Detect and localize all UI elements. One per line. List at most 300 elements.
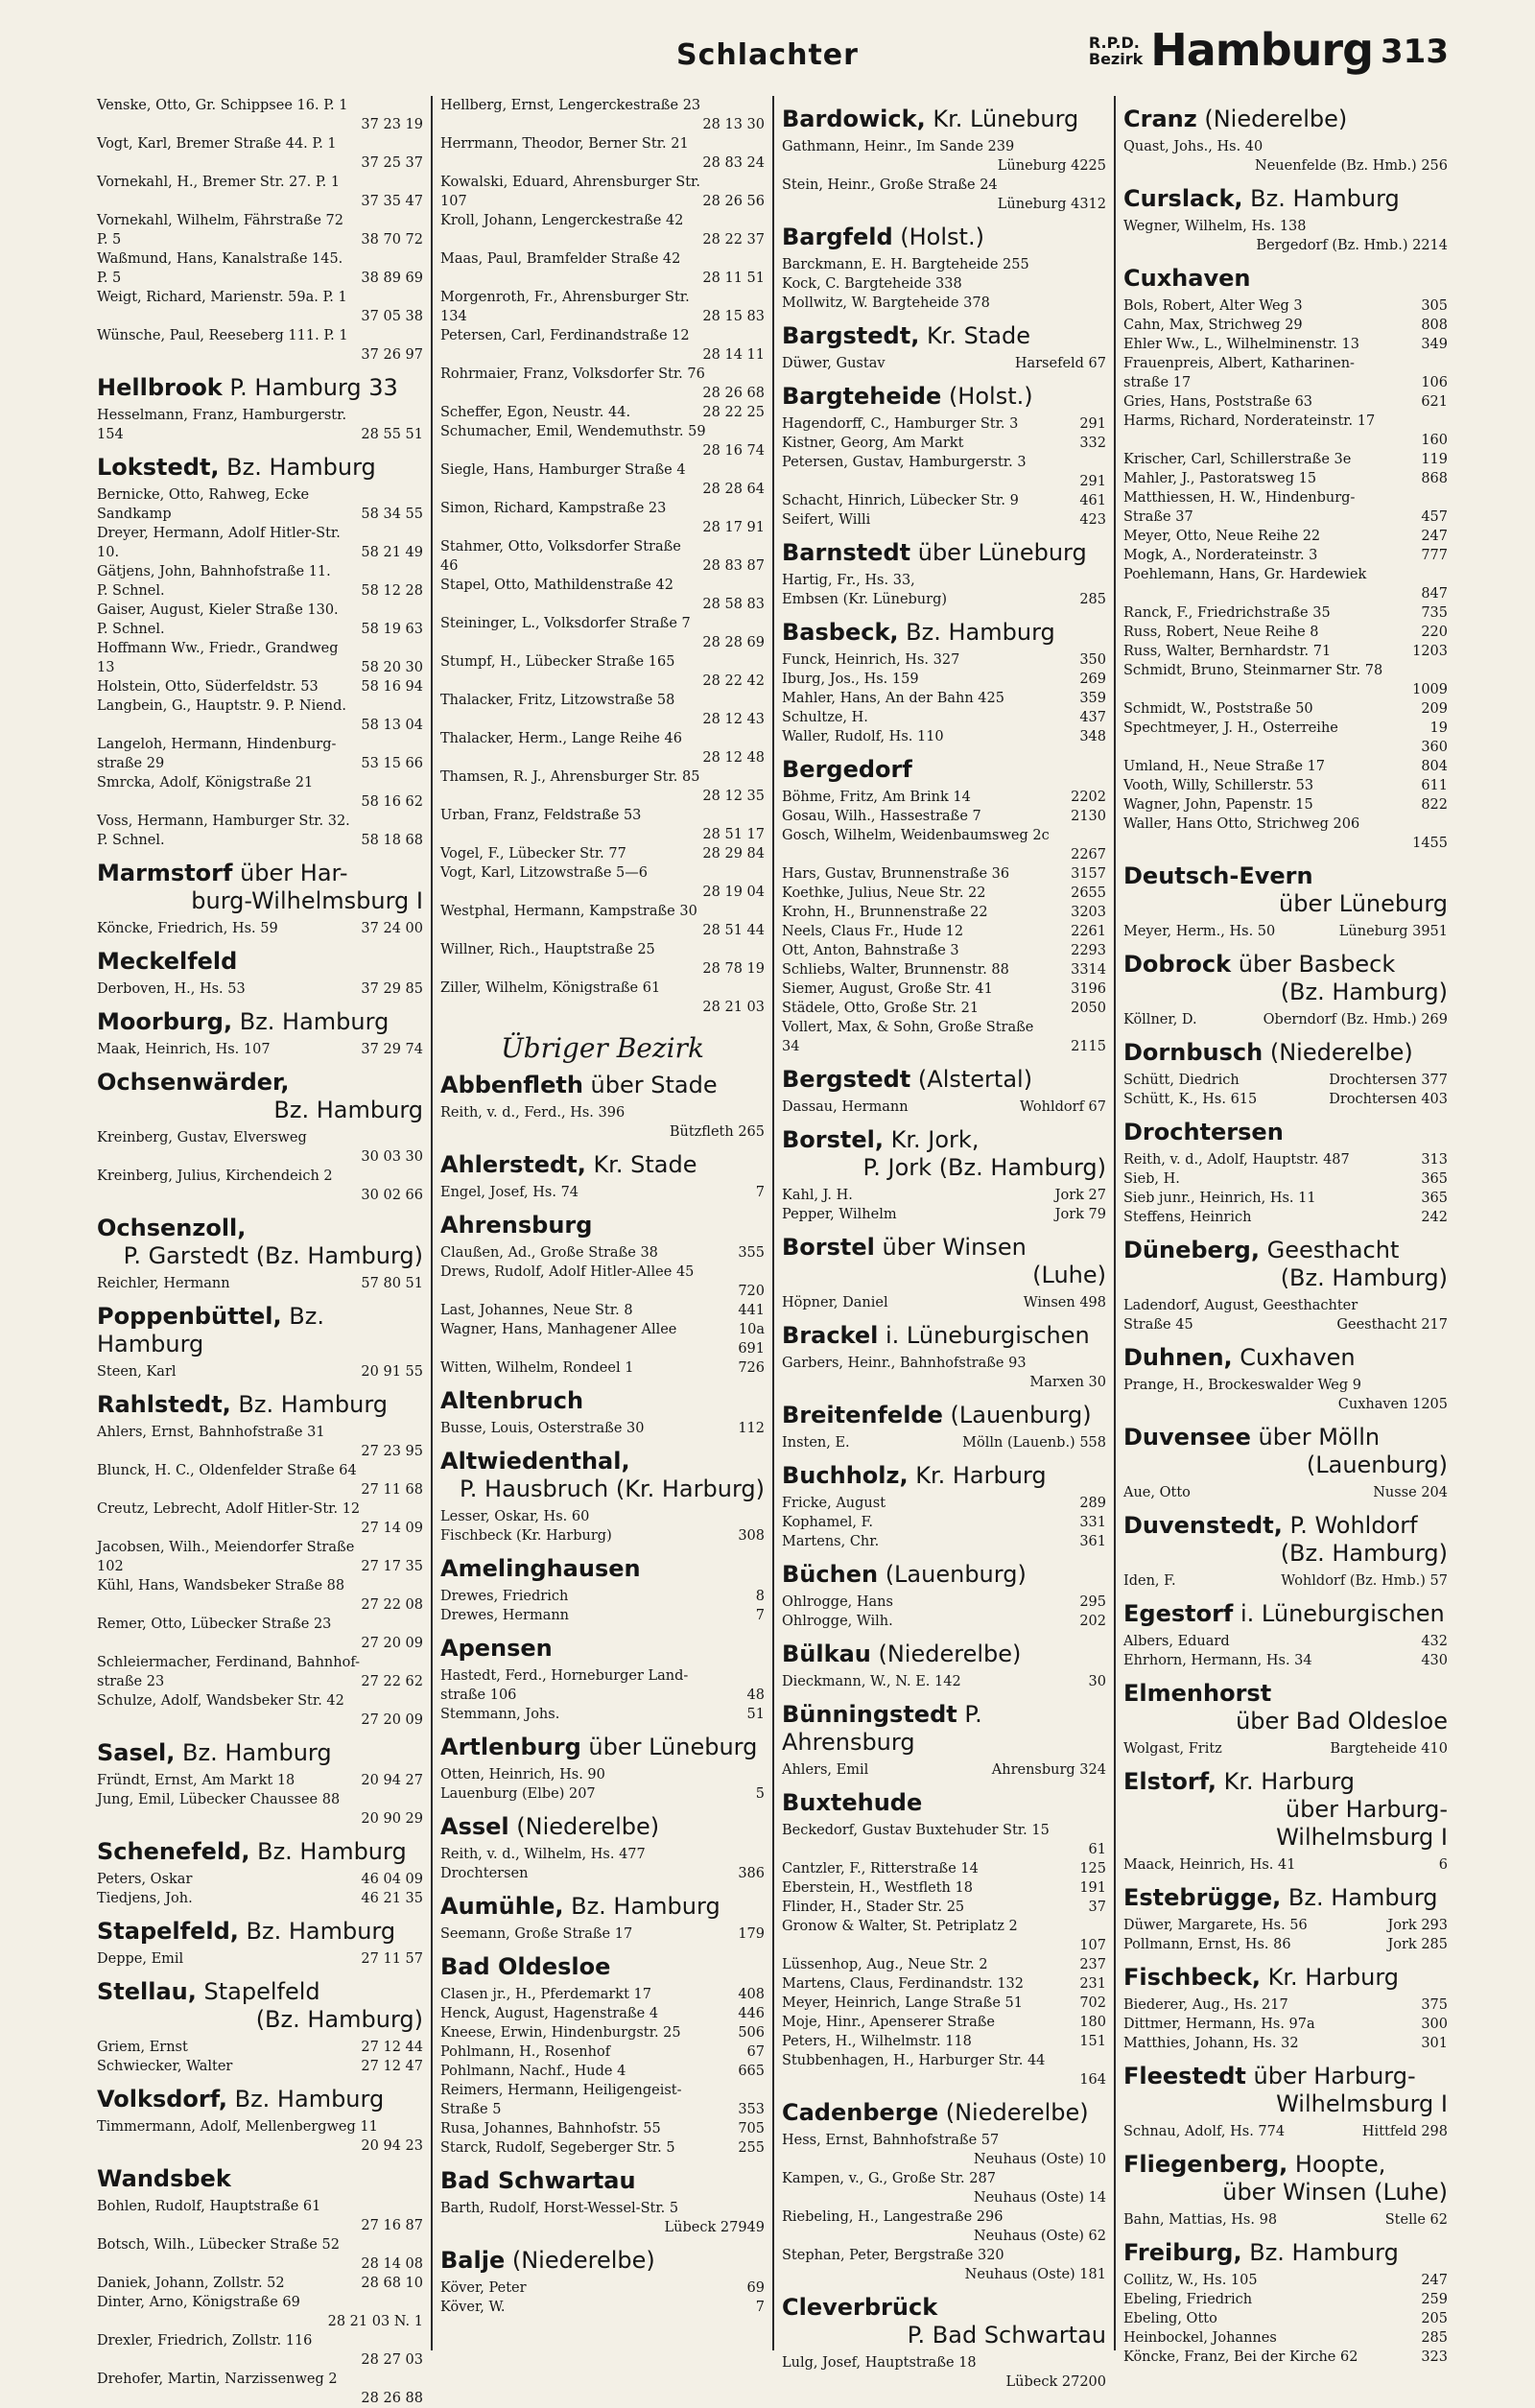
locality-heading [782,1701,1106,1757]
entry-list [782,650,1106,746]
entry-list [782,255,1106,313]
locality-suffix: über Basbeck [1231,951,1396,978]
entry-line [440,1526,765,1546]
entry-text: Hartig, Fr., Hs. 33, [782,573,915,588]
locality-suffix: Cuxhaven [1232,1344,1356,1371]
entry-line [782,864,1106,884]
entry-list [782,1593,1106,1631]
entry-line [97,2293,423,2312]
entry-text: Seemann, Große Straße 17 [440,1926,633,1942]
entry-text: Höpner, Daniel [782,1295,888,1310]
entry-text: Pepper, Wilhelm [782,1207,897,1222]
locality-heading [97,1918,423,1946]
entry-number: 28 14 08 [361,2256,423,2272]
entry-text: P. 5 [97,232,122,248]
entry-number: Bargteheide 410 [1330,1741,1448,1757]
entry-number: 37 29 85 [361,981,423,997]
locality-line-2: Wilhelmsburg I [1276,2090,1448,2117]
entry-number: 27 14 09 [361,1521,423,1536]
locality-name: Ahlerstedt, [440,1151,586,1178]
entry-line [97,581,423,601]
locality-heading [97,2086,423,2113]
locality-heading [1123,265,1448,293]
entry-text: Ehrhorn, Hermann, Hs. 34 [1123,1653,1312,1668]
locality-line [1123,951,1448,979]
locality-line [782,322,1106,350]
entry-line [97,2117,423,2137]
entry-line [782,491,1106,510]
entry-line [782,434,1106,453]
entry-number: Lüneburg 4312 [997,197,1106,212]
entry-number: 423 [1079,512,1106,528]
locality-name: Sasel, [97,1739,176,1766]
entry-text: Westphal, Hermann, Kampstraße 30 [440,904,697,919]
entry-line [1123,2210,1448,2230]
entry-number: 27 20 09 [361,1712,423,1728]
locality-suffix: über Harburg- [1245,2063,1416,2089]
entry-line [440,518,765,537]
entry-number: 202 [1079,1614,1106,1629]
entry-text: Schnau, Adolf, Hs. 774 [1123,2124,1286,2139]
entry-line [1123,412,1448,431]
entry-list [440,767,765,806]
locality-name: Stapelfeld, [97,1918,239,1945]
entry-line [97,173,423,192]
locality-heading [440,1387,765,1415]
entry-number: 20 90 29 [361,1811,423,1827]
locality-name: Duhnen, [1123,1344,1233,1371]
entry-number: 5 [755,1786,765,1802]
entry-line [1123,2034,1448,2053]
entry-number: 10a [738,1322,765,1337]
entry-line [97,134,423,153]
entry-line [97,1461,423,1480]
entry-line [1123,1483,1448,1502]
rpd-label: R.P.D. [1088,34,1140,52]
entry-text: 107 [440,194,467,209]
entry-number: Nusse 204 [1373,1485,1448,1500]
locality-heading [1123,106,1448,133]
entry-text: Barckmann, E. H. Bargteheide 255 [782,257,1029,272]
entry-line [440,748,765,767]
entry-number: 27 20 09 [361,1636,423,1651]
entry-number: 3314 [1071,962,1106,978]
entry-number: 28 26 88 [361,2391,423,2406]
entry-text: Ohlrogge, Hans [782,1594,893,1610]
entry-line [97,1538,423,1557]
entry-text: Cahn, Max, Strichweg 29 [1123,318,1303,333]
entry-list [440,96,765,134]
entry-text: Dittmer, Hermann, Hs. 97a [1123,2017,1315,2032]
entry-line [97,1423,423,1442]
entry-text: Petersen, Gustav, Hamburgerstr. 3 [782,455,1027,470]
locality-line [440,1813,765,1841]
entry-number: 332 [1079,436,1106,451]
entry-number: 506 [738,2025,765,2041]
locality-line [1123,1424,1448,1452]
locality-name: Bargteheide [782,383,942,410]
entry-list [782,1494,1106,1551]
entry-text: Timmermann, Adolf, Mellenbergweg 11 [97,2119,378,2135]
entry-line [97,735,423,754]
entry-line [440,1339,765,1358]
entry-number: 247 [1421,529,1448,544]
locality-heading [1123,1680,1448,1735]
entry-line [1123,1071,1448,1090]
entry-line [440,192,765,211]
entry-text: Voss, Hermann, Hamburger Str. 32. [97,814,350,829]
entry-line [440,691,765,710]
locality-heading [97,2165,423,2193]
entry-number: Bergedorf (Bz. Hmb.) 2214 [1256,238,1448,253]
locality-line [782,539,1106,567]
entry-line [97,639,423,658]
entry-line [440,614,765,633]
entry-text: Pollmann, Ernst, Hs. 86 [1123,1937,1291,1952]
locality-heading [782,1126,1106,1182]
entry-list [440,940,765,979]
locality-suffix: Hoopte, [1287,2151,1386,2178]
entry-number: 735 [1421,605,1448,621]
entry-text: Stumpf, H., Lübecker Straße 165 [440,654,675,670]
column-2 [431,96,772,2350]
entry-text: Insten, E. [782,1435,850,1451]
entry-list [440,134,765,173]
entry-number: Neuenfelde (Bz. Hmb.) 256 [1255,158,1448,174]
entry-text: Russ, Walter, Bernhardstr. 71 [1123,644,1332,659]
entry-list [440,844,765,863]
entry-line [97,1186,423,1205]
locality-line-2: (Bz. Hamburg) [255,2006,423,2033]
entry-number: 37 24 00 [361,921,423,936]
locality-name: Rahlstedt, [97,1391,231,1418]
entry-line [97,2255,423,2274]
entry-line [440,710,765,729]
entry-line [782,1859,1106,1878]
entry-number: 27 12 47 [361,2059,423,2074]
locality-heading [1123,951,1448,1006]
entry-line [440,288,765,307]
entry-text: Garbers, Heinr., Bahnhofstraße 93 [782,1356,1027,1371]
entry-number: 28 28 69 [702,635,765,650]
entry-list [97,1362,423,1381]
entry-line [97,919,423,938]
entry-list [440,403,765,422]
locality-suffix: i. Lüneburgischen [878,1322,1090,1349]
entry-text: Schulze, Adolf, Wandsbeker Str. 42 [97,1693,344,1709]
rpd-bezirk-label [1089,35,1143,75]
locality-suffix: (Alstertal) [910,1066,1033,1093]
entry-text: Cantzler, F., Ritterstraße 14 [782,1861,979,1877]
entry-line [440,1587,765,1606]
entry-number: Harsefeld 67 [1014,356,1106,371]
entry-line [1123,1296,1448,1315]
locality-name: Ochsenzoll, [97,1215,247,1241]
entry-line [97,1480,423,1499]
entry-line [97,1615,423,1634]
locality-name: Fischbeck, [1123,1964,1261,1991]
entry-line [440,2100,765,2119]
entry-line [782,1037,1106,1056]
entry-list [1123,1010,1448,1029]
entry-number: 247 [1421,2273,1448,2288]
entry-text: Clasen jr., H., Pferdemarkt 17 [440,1987,651,2002]
locality-heading [1123,1344,1448,1372]
entry-number: 38 89 69 [361,271,423,286]
entry-number: 361 [1079,1534,1106,1549]
entry-text: Vogt, Karl, Bremer Straße 44. P. 1 [97,136,337,152]
locality-line [782,1641,1106,1668]
entry-text: Krischer, Carl, Schillerstraße 3e [1123,452,1352,467]
entry-line [440,1686,765,1705]
entry-text: Düwer, Margarete, Hs. 56 [1123,1918,1308,1933]
locality-heading [782,1066,1106,1094]
entry-list [1123,1483,1448,1502]
entry-list [97,1949,423,1969]
locality-suffix: Bz. Hamburg [97,1303,324,1357]
entry-line [97,1634,423,1653]
entry-line [97,485,423,505]
locality-heading [440,1448,765,1503]
entry-line [782,2227,1106,2246]
entry-number: 2050 [1071,1001,1106,1016]
entry-text: Moje, Hinr., Apenserer Straße [782,2015,996,2030]
entry-line [1123,236,1448,255]
locality-line [440,1893,765,1921]
entry-line [1123,1935,1448,1954]
entry-text: Deppe, Emil [97,1951,184,1967]
entry-list [440,614,765,652]
entry-list [440,979,765,1017]
entry-line [440,1705,765,1724]
entry-number: 1009 [1412,682,1448,697]
entry-number: 220 [1421,625,1448,640]
entry-text: Barth, Rudolf, Horst-Wessel-Str. 5 [440,2201,679,2216]
entry-line [1123,137,1448,156]
entry-text: Funck, Heinrich, Hs. 327 [782,652,960,668]
entry-line [97,2057,423,2076]
entry-line [97,696,423,716]
entry-line [1123,1395,1448,1414]
page-header [86,23,1449,81]
entry-number: 2293 [1071,943,1106,958]
entry-text: Fricke, August [782,1496,886,1511]
entry-line [97,2235,423,2255]
entry-number: 38 70 72 [361,232,423,248]
entry-number: 28 21 03 N. 1 [327,2314,423,2329]
entry-text: Böhme, Fritz, Am Brink 14 [782,790,971,805]
entry-number: 28 15 83 [702,309,765,324]
locality-line [97,1918,423,1946]
entry-text: Bohlen, Rudolf, Hauptstraße 61 [97,2199,321,2214]
entry-line [440,1985,765,2004]
entry-line [97,524,423,543]
locality-heading [782,1641,1106,1668]
entry-number: 353 [738,2102,765,2117]
entry-line [1123,1010,1448,1029]
entry-text: Waller, Hans Otto, Strichweg 206 [1123,816,1360,832]
entry-number: 822 [1421,797,1448,813]
entry-text: Stahmer, Otto, Volksdorfer Straße [440,539,681,555]
entry-line [1123,584,1448,603]
locality-suffix: Bz. Hamburg [1242,185,1400,212]
locality-name: Curslack, [1123,185,1243,212]
entry-number: Mölln (Lauenb.) 558 [962,1435,1106,1451]
entry-text: Schütt, Diedrich [1123,1073,1240,1088]
locality-name: Volksdorf, [97,2086,227,2113]
locality-line [97,1978,423,2006]
entry-text: Reichler, Hermann [97,1276,230,1291]
entry-line [1123,335,1448,354]
entry-line [97,115,423,134]
entry-text: straße 29 [97,756,165,771]
entry-text: Flinder, H., Stader Str. 25 [782,1900,965,1915]
entry-line [1123,354,1448,373]
entry-line [782,2353,1106,2373]
entry-number: 28 51 44 [702,923,765,938]
entry-number: 28 16 74 [702,443,765,459]
entry-text: Kahl, J. H. [782,1188,853,1203]
entry-number: 408 [738,1987,765,2002]
entry-text: Straße 5 [440,2102,502,2117]
locality-name: Cadenberge [782,2099,939,2126]
locality-line-2: P. Bad Schwartau [907,2322,1106,2349]
entry-line [97,1274,423,1293]
entry-line [97,269,423,288]
entry-number: 37 29 74 [361,1042,423,1057]
entry-list [97,2197,423,2408]
entry-text: straße 106 [440,1688,517,1703]
entry-line [1123,508,1448,527]
entry-text: 34 [782,1039,800,1054]
locality-name: Fliegenberg, [1123,2151,1288,2178]
entry-line [1123,2309,1448,2328]
entry-line [97,1711,423,1730]
entry-text: Engel, Josef, Hs. 74 [440,1185,579,1200]
entry-line [440,633,765,652]
entry-line [440,134,765,153]
locality-name: Brackel [782,1322,879,1349]
entry-text: Vornekahl, H., Bremer Str. 27. P. 1 [97,175,341,190]
entry-number: Neuhaus (Oste) 10 [973,2152,1106,2167]
entry-line [440,1765,765,1784]
entry-text: Wolgast, Fritz [1123,1741,1222,1757]
entry-list [97,288,423,326]
entry-text: Koethke, Julius, Neue Str. 22 [782,885,986,901]
entry-text: P. Schnel. [97,583,165,599]
entry-text: Pohlmann, Nachf., Hude 4 [440,2064,626,2079]
locality-heading [97,454,423,482]
entry-line [440,672,765,691]
entry-line [782,571,1106,590]
entry-list [782,1672,1106,1691]
entry-line [782,274,1106,294]
entry-line [1123,1090,1448,1109]
entry-number: Jork 79 [1054,1207,1106,1222]
entry-text: Wagner, John, Papenstr. 15 [1123,797,1313,813]
locality-heading [782,1234,1106,1289]
locality-line [1123,1039,1448,1067]
locality-line [440,1387,765,1415]
entry-text: Petersen, Carl, Ferdinandstraße 12 [440,328,690,343]
directory-columns [89,96,1455,2406]
entry-line [440,979,765,998]
entry-line [97,980,423,999]
entry-list [97,2038,423,2076]
locality-heading [782,106,1106,133]
entry-number: 705 [738,2121,765,2137]
entry-text: Albers, Eduard [1123,1634,1230,1649]
entry-line [782,670,1106,689]
entry-text: 154 [97,427,124,442]
locality-line [782,1066,1106,1094]
entry-line [97,425,423,444]
entry-line [440,1784,765,1804]
locality-suffix: Kr. Stade [585,1151,697,1178]
locality-suffix: i. Lüneburgischen [1233,1600,1445,1627]
entry-number: 3157 [1071,866,1106,882]
entry-line [1123,450,1448,469]
entry-line [97,2370,423,2389]
entry-number: 209 [1421,701,1448,717]
entry-line [782,2188,1106,2207]
locality-heading [440,1953,765,1981]
entry-text: Drochtersen [440,1866,529,1881]
locality-name: Ahrensburg [440,1212,593,1239]
locality-line-3: Wilhelmsburg I [1276,1824,1448,1851]
locality-heading [97,1303,423,1358]
entry-line [440,326,765,345]
locality-name: Assel [440,1813,509,1840]
entry-line [782,255,1106,274]
locality-name: Cuxhaven [1123,265,1251,292]
locality-name: Dobrock [1123,951,1232,978]
entry-number: 58 21 49 [361,545,423,560]
entry-list [1123,1632,1448,1670]
entry-number: 179 [738,1926,765,1942]
entry-text: Morgenroth, Fr., Ahrensburger Str. [440,290,690,305]
entry-line [440,576,765,595]
entry-text: Waller, Rudolf, Hs. 110 [782,729,944,744]
entry-line [440,1122,765,1142]
entry-line [440,940,765,959]
entry-number: 2267 [1071,847,1106,862]
entry-number: Jork 293 [1387,1918,1448,1933]
entry-number: 360 [1421,740,1448,755]
entry-number: 300 [1421,2017,1448,2032]
locality-heading [440,1893,765,1921]
entry-line [1123,1632,1448,1651]
entry-number: 37 25 37 [361,155,423,171]
locality-name: Breitenfelde [782,1402,943,1428]
locality-heading [440,1151,765,1179]
entry-line [440,1419,765,1438]
entry-text: Kowalski, Eduard, Ahrensburger Str. [440,175,700,190]
entry-text: Creutz, Lebrecht, Adolf Hitler-Str. 12 [97,1501,361,1517]
entry-text: Hess, Ernst, Bahnhofstraße 57 [782,2133,1000,2148]
locality-name: Altenbruch [440,1387,584,1414]
entry-text: Schultze, H. [782,710,868,725]
entry-line [440,2298,765,2317]
entry-number: 58 16 62 [361,794,423,810]
entry-number: 386 [738,1866,765,1881]
locality-heading [97,1069,423,1124]
entry-line [782,1433,1106,1452]
entry-text: Prange, H., Brockeswalder Weg 9 [1123,1378,1361,1393]
entry-line [782,510,1106,530]
entry-number: 58 20 30 [361,660,423,675]
entry-line [782,1760,1106,1780]
